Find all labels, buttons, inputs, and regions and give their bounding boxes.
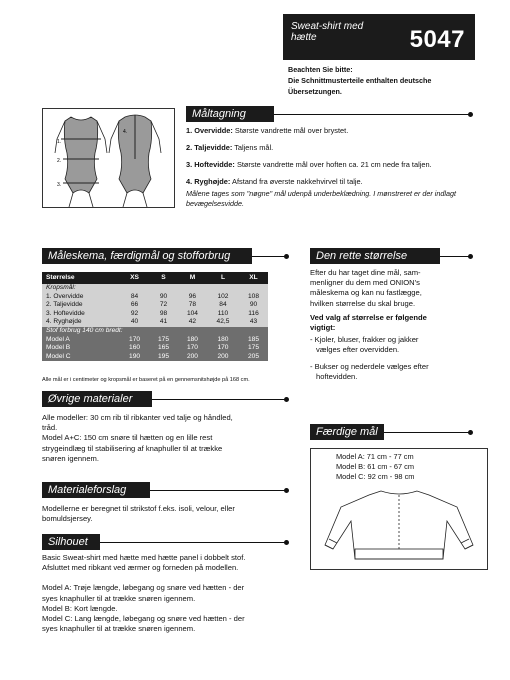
measure-note: Målene tages som "nøgne" mål udenpå underbeklædning. I mønstreret er der indlagt bevægelsesvidde. (186, 189, 456, 208)
measure-item: 4. Ryghøjde: Afstand fra øverste nakkehvirvel til talje. (186, 177, 363, 186)
faerdige-dot (468, 430, 473, 435)
label-2: 2. (57, 158, 62, 164)
label-3: 3. (57, 182, 62, 188)
table-row: 3. Hoftevidde 92 98 104 110 116 (42, 310, 268, 319)
rette-dot (468, 254, 473, 259)
maaltagning-dot (468, 112, 473, 117)
table-row: Model C 190 195 200 200 205 (42, 353, 268, 362)
pattern-number: 5047 (409, 26, 465, 53)
table-footnote: Alle mål er i centimeter og kropsmål er baseret på en gennemsnitshøjde på 168 cm. (42, 377, 250, 383)
measure-item: 3. Hoftevidde: Største vandrette mål over hoften ca. 21 cm nede fra taljen. (186, 160, 432, 169)
materiale-header: Materialeforslag (42, 482, 150, 498)
german-note: Beachten Sie bitte: Die Schnittmusterteile enthalten deutsche Übersetzungen. (288, 65, 432, 96)
ovrige-rule (152, 399, 286, 400)
pattern-name: Sweat-shirt med hætte (291, 21, 364, 43)
table-row: 4. Ryghøjde 40 41 42 42,5 43 (42, 318, 268, 327)
ovrige-header: Øvrige materialer (42, 391, 152, 407)
silhouet-text: Basic Sweat-shirt med hætte med hætte panel i dobbelt stof. Afsluttet med ribkant ved ærmer og forneden på modellen. Model A: Trøje længde, løbegang og snøre ved hætten - der syes knaphuller til at trække snøren igennem. Model B: Kort længde. Model C: Lang længde, løbegang og snøre ved hætten - der syes knaphuller til at trække snøren igennem. (42, 553, 246, 634)
size-chart-table: Størrelse XS S M L XL Kropsmål: 1. Overvidde 84 90 96 102 108 2. Taljevidde 66 72 78 84 90 3. Hoftevidde 92 98 104 110 116 4. Ryghøjde 40 41 42 42,5 43 Stof forbrug 140 cm bredt: Model A 170 175 180 180 185 Model B 160 165 170 170 175 Model C 190 195 200 200 205 (42, 272, 268, 361)
measure-item: 2. Taljevidde: Taljens mål. (186, 143, 274, 152)
maaleskema-dot (284, 254, 289, 259)
pattern-title-box (283, 14, 475, 60)
table-row: Model A 170 175 180 180 185 (42, 336, 268, 345)
ovrige-dot (284, 397, 289, 402)
body-figures-svg (43, 109, 174, 207)
label-4: 4. (123, 129, 128, 135)
ovrige-text: Alle modeller: 30 cm rib til ribkanter ved talje og håndled, tråd. Model A+C: 150 cm snøre til hætten og en lille rest strygeindlæg til stabilisering af knaphuller til at trække snøren igennem. (42, 413, 233, 463)
materiale-rule (150, 490, 286, 491)
maaleskema-header: Måleskema, færdigmål og stofforbrug (42, 248, 252, 264)
silhouet-rule (100, 542, 286, 543)
maaltagning-rule (274, 114, 470, 115)
silhouet-header: Silhouet (42, 534, 100, 550)
rette-header: Den rette størrelse (310, 248, 440, 264)
faerdige-rule (384, 432, 470, 433)
rette-text: Efter du har taget dine mål, sam- menligner du dem med ONION's måleskema og kan nu fastlægge, hvilken størrelse du skal bruge. Ved valg af størrelse er følgende vigtigt: - Kjoler, bluser, frakker og jakker vælges efter overvidden. - Bukser og nederdele vælges efter hoftevidden. (310, 268, 429, 381)
table-row: 1. Overvidde 84 90 96 102 108 (42, 293, 268, 302)
table-row: Model B 160 165 170 170 175 (42, 344, 268, 353)
materiale-dot (284, 488, 289, 493)
maaleskema-rule (252, 256, 286, 257)
measurement-instructions (186, 126, 486, 209)
table-row: 2. Taljevidde 66 72 78 84 90 (42, 301, 268, 310)
silhouet-dot (284, 540, 289, 545)
finished-measure-lines: Model A: 71 cm - 77 cm Model B: 61 cm - 67 cm Model C: 92 cm - 98 cm (336, 452, 415, 481)
maaltagning-header: Måltagning (186, 106, 274, 122)
materiale-text: Modellerne er beregnet til strikstof f.eks. isoli, velour, eller bomuldsjersey. (42, 504, 235, 524)
body-measurement-illustration (42, 108, 175, 208)
label-1: 1. (57, 139, 62, 145)
faerdige-header: Færdige mål (310, 424, 384, 440)
rette-rule (440, 256, 470, 257)
measure-item: 1. Overvidde: Største vandrette mål over brystet. (186, 126, 349, 135)
